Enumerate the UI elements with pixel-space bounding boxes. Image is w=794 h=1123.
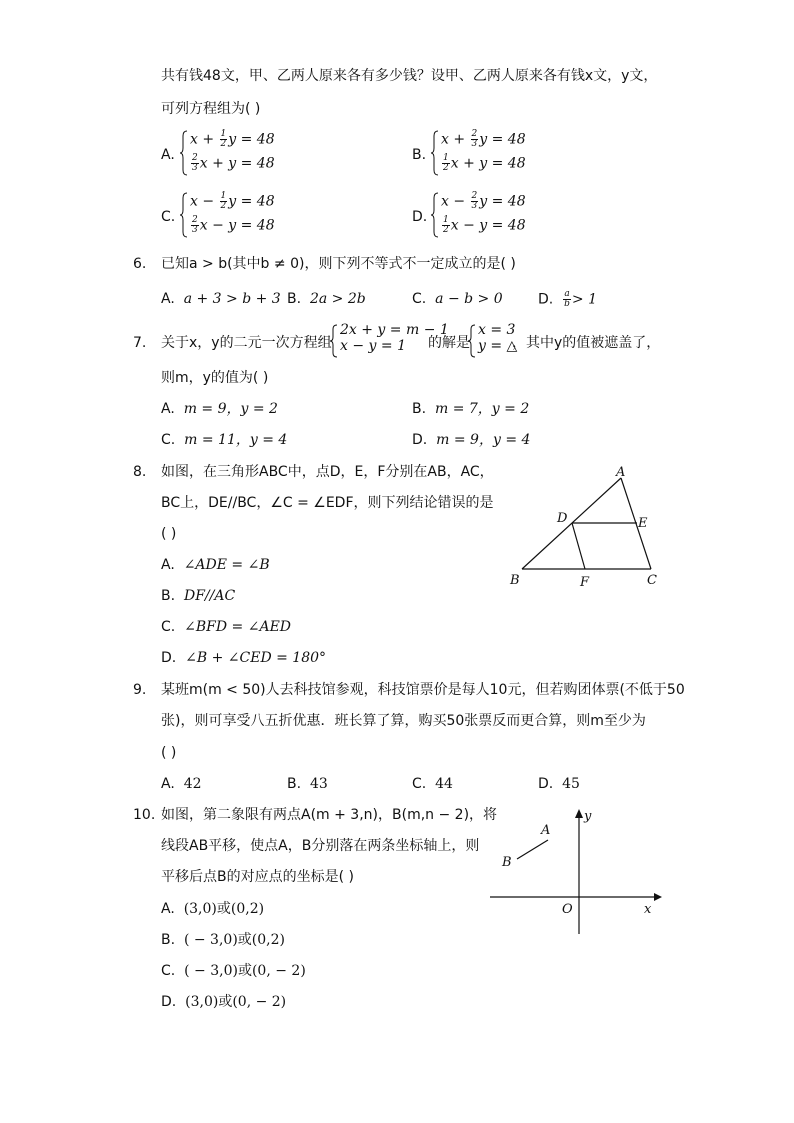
- brace-icon: [180, 192, 188, 238]
- q5-option-a-system[interactable]: x + $\frac{1}{2}$ y = 48 $\frac{2}{3}$ x + y = 48: [180, 130, 320, 176]
- q7-stem-pre: 关于x，y的二元一次方程组: [161, 335, 332, 351]
- q7-option-c[interactable]: C. m = 11，y = 4: [161, 432, 288, 448]
- q7-number: 7.: [133, 335, 147, 351]
- q10-number: 10.: [133, 807, 156, 823]
- q9-number: 9.: [133, 682, 147, 698]
- q5-option-c-label[interactable]: C.: [161, 209, 176, 225]
- q5-option-d-label[interactable]: D.: [412, 209, 428, 225]
- q5-option-b-system[interactable]: x + $\frac{2}{3}$ y = 48 $\frac{1}{2}$ x + y = 48: [431, 130, 571, 176]
- q5-stem-line2: 可列方程组为( ): [161, 101, 261, 117]
- q6-option-a[interactable]: A. a + 3 > b + 3: [161, 291, 281, 307]
- q6-option-d[interactable]: D. $\frac{a}{b}$ > 1: [538, 289, 597, 309]
- q5-stem-line1: 共有钱48文，甲、乙两人原来各有多少钱？设甲、乙两人原来各有钱x文，y文，: [161, 68, 658, 84]
- q8-option-d[interactable]: D. ∠B + ∠CED = 180°: [161, 650, 327, 666]
- q8-number: 8.: [133, 464, 147, 480]
- q10-option-d[interactable]: D. (3,0)或(0, − 2): [161, 994, 287, 1010]
- label-x: x: [644, 902, 652, 917]
- q6-option-c[interactable]: C. a − b > 0: [412, 291, 503, 307]
- q9-option-a[interactable]: A. 42: [161, 776, 202, 792]
- brace-icon: [431, 130, 439, 176]
- label-a: A: [541, 823, 551, 838]
- q7-equation-system: 2x + y = m − 1 x − y = 1: [330, 324, 430, 358]
- y-axis-arrow-icon: [575, 809, 583, 818]
- brace-icon: [431, 192, 439, 238]
- q5-option-c-system[interactable]: x − $\frac{1}{2}$ y = 48 $\frac{2}{3}$ x − y = 48: [180, 192, 320, 238]
- segment-df: [572, 523, 585, 569]
- q10-coordinate-figure: [486, 804, 666, 939]
- q6-stem: 已知a > b(其中b ≠ 0)，则下列不等式不一定成立的是( ): [161, 256, 516, 272]
- q9-stem-line2: 张)，则可享受八五折优惠．班长算了算，购买50张票反而更合算，则m至少为: [161, 713, 646, 729]
- q10-option-a[interactable]: A. (3,0)或(0,2): [161, 901, 265, 917]
- q7-option-d[interactable]: D. m = 9，y = 4: [412, 432, 531, 448]
- q9-option-c[interactable]: C. 44: [412, 776, 453, 792]
- q8-stem-line2: BC上，DE//BC，∠C = ∠EDF，则下列结论错误的是: [161, 495, 494, 511]
- q7-stem-mid: 的解是: [428, 335, 470, 351]
- q9-stem-line3: ( ): [161, 745, 177, 761]
- label-o: O: [562, 902, 573, 917]
- q9-stem-line1: 某班m(m < 50)人去科技馆参观，科技馆票价是每人10元，但若购团体票(不低于50: [161, 682, 685, 698]
- q10-stem-line3: 平移后点B的对应点的坐标是( ): [161, 869, 354, 885]
- q10-stem-line2: 线段AB平移，使点A，B分别落在两条坐标轴上，则: [161, 838, 480, 854]
- q8-option-b[interactable]: B. DF//AC: [161, 588, 236, 604]
- q10-option-b[interactable]: B. ( − 3,0)或(0,2): [161, 932, 285, 948]
- q10-stem-line1: 如图，第二象限有两点A(m + 3,n)，B(m,n − 2)，将: [161, 807, 498, 823]
- brace-icon: [468, 324, 476, 358]
- q7-solution-system: x = 3 y = △: [468, 324, 518, 358]
- label-b: B: [502, 855, 512, 870]
- q9-option-b[interactable]: B. 43: [287, 776, 328, 792]
- q8-option-a[interactable]: A. ∠ADE = ∠B: [161, 557, 270, 573]
- q8-stem-line3: ( ): [161, 526, 177, 542]
- q9-option-d[interactable]: D. 45: [538, 776, 580, 792]
- q5-option-d-system[interactable]: x − $\frac{2}{3}$ y = 48 $\frac{1}{2}$ x − y = 48: [431, 192, 571, 238]
- q5-option-a-label[interactable]: A.: [161, 147, 175, 163]
- q7-option-b[interactable]: B. m = 7，y = 2: [412, 401, 530, 417]
- label-d: D: [557, 511, 568, 526]
- label-y: y: [584, 809, 592, 824]
- q6-option-b[interactable]: B. 2a > 2b: [287, 291, 366, 307]
- q10-option-c[interactable]: C. ( − 3,0)或(0, − 2): [161, 963, 306, 979]
- brace-icon: [180, 130, 188, 176]
- q7-stem-post: ，其中y的值被遮盖了，: [512, 335, 661, 351]
- label-b: B: [510, 573, 520, 588]
- brace-icon: [330, 324, 338, 358]
- label-e: E: [638, 516, 648, 531]
- q5-option-b-label[interactable]: B.: [412, 147, 427, 163]
- q8-stem-line1: 如图，在三角形ABC中，点D，E，F分别在AB，AC，: [161, 464, 494, 480]
- x-axis-arrow-icon: [654, 893, 662, 901]
- q8-triangle-figure: [500, 460, 670, 595]
- label-f: F: [580, 575, 590, 590]
- label-a: A: [616, 465, 626, 480]
- q6-number: 6.: [133, 256, 147, 272]
- q7-stem-line2: 则m，y的值为( ): [161, 370, 269, 386]
- q7-option-a[interactable]: A. m = 9，y = 2: [161, 401, 278, 417]
- label-c: C: [647, 573, 657, 588]
- q8-option-c[interactable]: C. ∠BFD = ∠AED: [161, 619, 292, 635]
- segment-ab: [517, 840, 548, 859]
